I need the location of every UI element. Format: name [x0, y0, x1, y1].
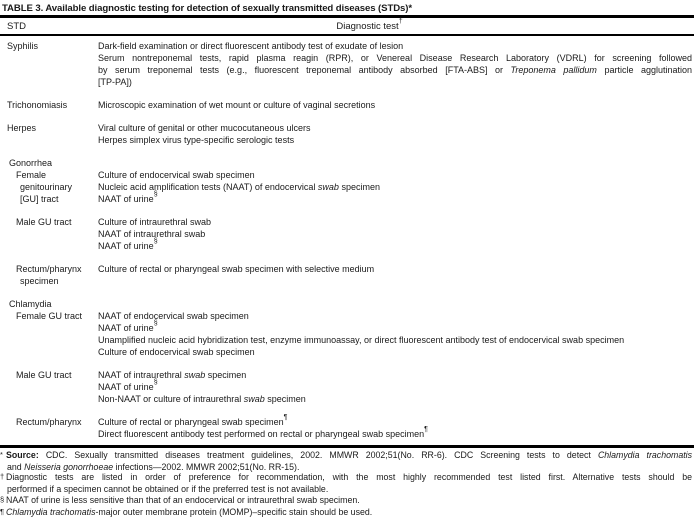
std-label: Trichonomiasis — [7, 100, 68, 110]
std-label: genitourinary — [20, 182, 73, 192]
diagnostic-test-line: Viral culture of genital or other mucocutaneous ulcers — [98, 123, 311, 133]
diagnostic-test-line: [TP-PA]) — [98, 77, 132, 87]
std-cell — [0, 369, 98, 405]
table-row — [0, 263, 694, 287]
footnotes — [0, 450, 694, 518]
header-diagnostic-test-column — [103, 17, 694, 32]
table-header-row — [0, 18, 694, 34]
table-footer — [0, 445, 694, 518]
diagnostic-test-line: by serum treponemal tests (e.g., fluorescent treponemal antibody absorbed [FTA-ABS] or Treponema pallidum particle agglutination — [98, 65, 693, 75]
footnote — [0, 472, 692, 494]
bottom-rule — [0, 445, 694, 448]
std-label: Male GU tract — [16, 217, 72, 227]
diagnostic-test-line: Unamplified nucleic acid hybridization test, enzyme immunoassay, or direct fluorescent antibody test of endocervical swab specimen — [98, 335, 625, 345]
std-cell — [0, 416, 98, 440]
diagnostic-test-line: Microscopic examination of wet mount or culture of vaginal secretions — [98, 100, 376, 110]
diagnostic-test-line: Serum nontreponemal tests, rapid plasma reagin (RPR), or Venereal Disease Research Laboratory (VDRL) for screening followed — [98, 53, 692, 63]
table-row — [0, 310, 694, 358]
footnote-marker: * — [0, 450, 3, 459]
std-label: Male GU tract — [16, 370, 72, 380]
diagnostic-test-cell — [98, 263, 694, 287]
diagnostic-test-line: Culture of endocervical swab specimen — [98, 170, 255, 180]
table-row — [0, 216, 694, 252]
std-label: Herpes — [7, 123, 37, 133]
header-std-column: STD — [7, 21, 26, 32]
diagnostic-test-cell — [98, 169, 694, 205]
std-cell — [0, 169, 98, 205]
diagnostic-test-line: Culture of rectal or pharyngeal swab specimen¶ — [98, 414, 288, 427]
std-cell — [0, 216, 98, 252]
footnote — [0, 507, 692, 519]
footnote-marker: § — [0, 494, 5, 504]
footnote-marker: † — [0, 472, 5, 482]
diagnostic-test-line: NAAT of urine§ — [98, 320, 158, 333]
diagnostic-test-line: Dark-field examination or direct fluorescent antibody test of exudate of lesion — [98, 41, 404, 51]
table-row — [0, 122, 694, 146]
std-label: Rectum/pharynx — [16, 264, 82, 274]
std-label: specimen — [20, 276, 59, 286]
std-cell — [0, 263, 98, 287]
header-test-footnote-marker: † — [398, 17, 403, 25]
table-row — [0, 99, 694, 111]
diagnostic-test-line: Culture of endocervical swab specimen — [98, 347, 255, 357]
table-body — [0, 36, 694, 447]
diagnostic-test-line: Culture of intraurethral swab — [98, 217, 212, 227]
table-row — [0, 369, 694, 405]
std-cell — [0, 310, 98, 358]
diagnostic-test-cell — [98, 40, 694, 88]
diagnostic-test-cell — [98, 122, 694, 146]
diagnostic-test-line: NAAT of endocervical swab specimen — [98, 311, 249, 321]
std-cell — [0, 99, 98, 111]
table-title: TABLE 3. Available diagnostic testing for detection of sexually transmitted diseases (STDs)* — [2, 3, 413, 14]
std-cell — [0, 40, 98, 88]
header-test-label: Diagnostic test — [336, 21, 399, 32]
diagnostic-test-line: Nucleic acid amplification tests (NAAT) of endocervical swab specimen — [98, 182, 380, 192]
std-label: Syphilis — [7, 41, 39, 51]
diagnostic-test-line: NAAT of urine§ — [98, 238, 158, 251]
diagnostic-test-cell — [98, 216, 694, 252]
footnote-line: and Neisseria gonorrhoeae infections—2002. MMWR 2002;51(No. RR-15). — [7, 461, 300, 472]
footnote-line: § NAAT of urine is less sensitive than that of an endocervical or intraurethral swab specimen. — [0, 494, 360, 505]
footnote-line: ¶ Chlamydia trachomatis-major outer membrane protein (MOMP)–specific stain should be used. — [0, 506, 373, 517]
diagnostic-test-line: Herpes simplex virus type-specific serologic tests — [98, 135, 295, 145]
diagnostic-test-line: NAAT of urine§ — [98, 191, 158, 204]
diagnostic-test-line: Culture of rectal or pharyngeal swab specimen with selective medium — [98, 264, 375, 274]
diagnostic-test-cell — [98, 99, 694, 111]
table-row — [0, 416, 694, 440]
diagnostic-test-line: NAAT of intraurethral swab specimen — [98, 370, 247, 380]
std-category-label: Chlamydia — [9, 299, 52, 309]
std-category-label: Gonorrhea — [9, 158, 53, 168]
footnote-line: performed if a specimen cannot be obtained or if the preferred test is not available. — [7, 484, 329, 495]
diagnostic-test-cell — [98, 369, 694, 405]
diagnostic-test-cell — [98, 310, 694, 358]
table-row — [0, 40, 694, 88]
std-cell — [0, 122, 98, 146]
footnote-line: * Source: CDC. Sexually transmitted diseases treatment guidelines, 2002. MMWR 2002;51(No. RR-6). CDC Screening tests to detect Chlamydia trachomatis — [0, 450, 693, 460]
footnote — [0, 495, 692, 507]
diagnostic-test-line: NAAT of intraurethral swab — [98, 229, 206, 239]
footnote-line: † Diagnostic tests are listed in order of preference for recommendation, with the most highly recommended test listed first. Alternative tests should be — [0, 472, 692, 483]
footnote-marker: ¶ — [0, 506, 5, 516]
footnote — [0, 450, 692, 472]
std-label: Female — [16, 170, 47, 180]
table-row — [0, 169, 694, 205]
diagnostic-test-line: Non-NAAT or culture of intraurethral swab specimen — [98, 394, 306, 404]
std-label: Rectum/pharynx — [16, 417, 82, 427]
std-label: [GU] tract — [20, 194, 59, 204]
diagnostic-test-line: NAAT of urine§ — [98, 379, 158, 392]
diagnostic-test-line: Direct fluorescent antibody test performed on rectal or pharyngeal swab specimen¶ — [98, 426, 428, 439]
diagnostic-test-cell — [98, 416, 694, 440]
std-label: Female GU tract — [16, 311, 83, 321]
